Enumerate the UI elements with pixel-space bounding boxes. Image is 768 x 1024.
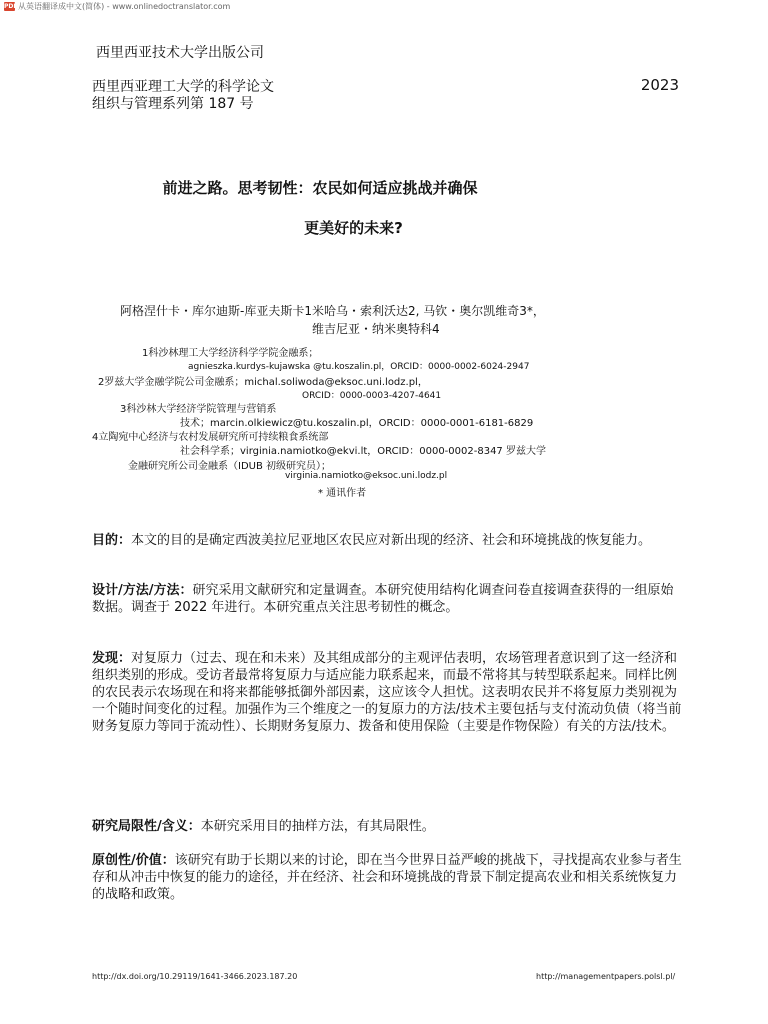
authors-line2: 维吉尼亚・纳米奥特科4 [312,322,440,336]
abstract-findings [92,650,682,735]
abstract-originality [92,852,682,903]
findings-label: 发现： [92,651,132,666]
pdf-icon: PDF [4,3,18,10]
abstract-limitations [92,818,682,835]
affiliation-3-details: 技术；marcin.olkiewicz@tu.koszalin.pl，ORCID：0000-0001-6181-6829 [180,418,534,429]
affiliation-3: 3科沙林大学经济学院管理与营销系 [120,404,277,415]
affiliation-4-details: 社会科学系；virginia.namiotko@ekvi.lt，ORCID：0000-0002-8347 罗兹大学 [180,446,546,457]
doi-link[interactable]: http://dx.doi.org/10.29119/1641-3466.2023.187.20 [92,972,298,981]
affiliation-1-email: agnieszka.kurdys-kujawska @tu.koszalin.pl，ORCID：0000-0002-6024-2947 [188,362,530,372]
affiliation-4-email: virginia.namiotko@eksoc.uni.lodz.pl [285,471,448,481]
design-label: 设计/方法/方法： [92,583,193,598]
limitations-text: 本研究采用目的抽样方法，有其局限性。 [200,819,435,834]
authors-line1: 阿格涅什卡・库尔迪斯-库亚夫斯卡1米哈乌・索利沃达2, 马钦・奥尔凯维奇3*， [120,304,545,318]
affiliation-4: 4立陶宛中心经济与农村发展研究所可持续粮食系统部 [92,432,329,443]
affiliation-2-orcid: ORCID：0000-0003-4207-4641 [302,391,442,401]
purpose-label: 目的： [92,533,132,548]
paper-title-line1: 前进之路。思考韧性：农民如何适应挑战并确保 [162,179,478,197]
translator-banner [4,1,230,12]
originality-label: 原创性/价值： [92,853,175,868]
originality-text: 该研究有助于长期以来的讨论，即在当今世界日益严峻的挑战下，寻找提高农业参与者生存和从冲击中恢复的能力的途径，并在经济、社会和环境挑战的背景下制定提高农业和相关系统恢复力的战略和政策。 [92,853,682,902]
corresponding-author-note: * 通讯作者 [318,488,367,499]
abstract-design [92,582,682,616]
publisher-name: 西里西亚技术大学出版公司 [96,45,264,61]
publication-year: 2023 [640,76,679,94]
limitations-label: 研究局限性/含义： [92,819,201,834]
affiliation-4-institute: 金融研究所公司金融系（IDUB 初级研究员）； [128,461,332,472]
findings-text: 对复原力（过去、现在和未来）及其组成部分的主观评估表明，农场管理者意识到了这一经济和组织类别的形成。受访者最常将复原力与适应能力联系起来，而最不常将其与转型联系起来。同样比例的农民表示农场现在和将来都能够抵御外部因素，这应该令人担忧。这表明农民并不将复原力类别视为一个随时间变化的过程。加强作为三个维度之一的复原力的方法/技术主要包括与支付流动负债（将当前财务复原力等同于流动性）、长期财务复原力、拨备和使用保险（主要是作物保险）有关的方法/技术。 [92,651,682,734]
paper-title-line2: 更美好的未来? [304,219,403,237]
affiliation-1: 1科沙林理工大学经济科学学院金融系； [142,348,319,359]
purpose-text: 本文的目的是确定西波美拉尼亚地区农民应对新出现的经济、社会和环境挑战的恢复能力。 [131,533,652,548]
banner-text: 从英语翻译成中文(简体) - www.onlinedoctranslator.com [18,2,231,11]
affiliation-2: 2罗兹大学金融学院公司金融系；michal.soliwoda@eksoc.uni.lodz.pl， [98,377,428,388]
journal-url-link[interactable]: http://managementpapers.polsl.pl/ [536,972,676,981]
design-text: 研究采用文献研究和定量调查。本研究使用结构化调查问卷直接调查获得的一组原始数据。调查于 2022 年进行。本研究重点关注思考韧性的概念。 [92,583,674,615]
abstract-purpose [92,532,682,549]
series-title: 西里西亚理工大学的科学论文 [92,79,274,95]
issue-number: 组织与管理系列第 187 号 [92,96,254,112]
